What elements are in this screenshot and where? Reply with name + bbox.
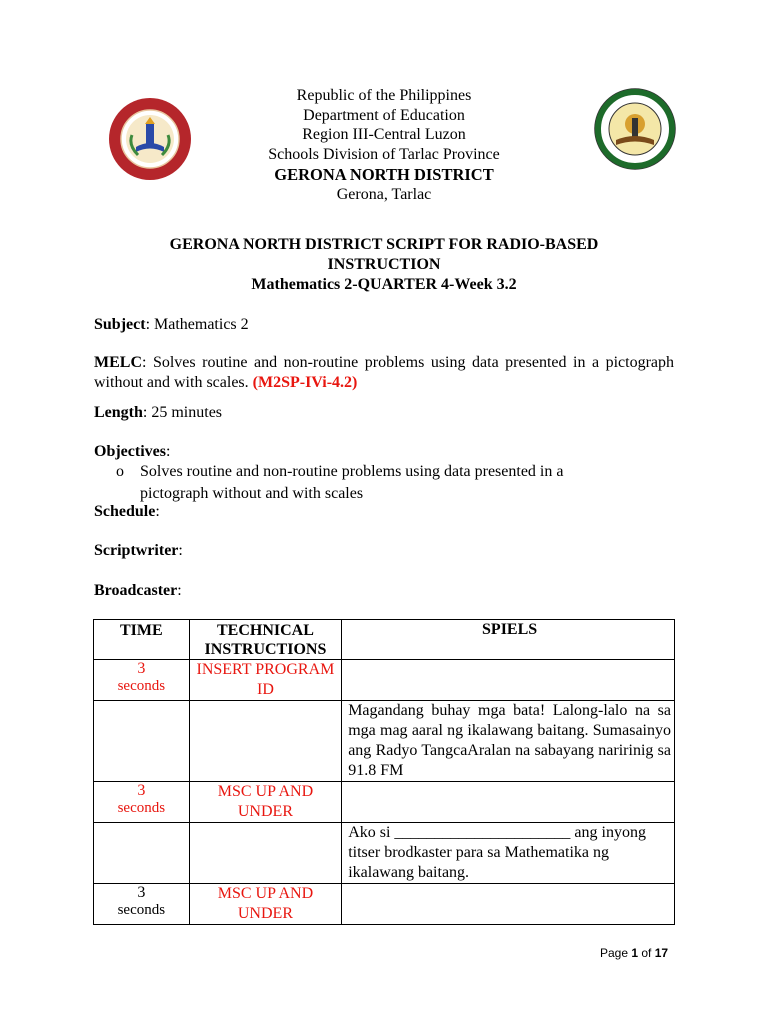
- title-line: GERONA NORTH DISTRICT SCRIPT FOR RADIO-BASED: [169, 236, 599, 253]
- time-cell: [94, 701, 190, 782]
- script-table: [93, 619, 675, 925]
- document-title: [0, 235, 768, 295]
- header-time: TIME: [94, 620, 190, 660]
- spiel-cell: Magandang buhay mga bata! Lalong-lalo na sa mga mag aaral ng ikalawang baitang. Sumasainyo ang Radyo TangcaAralan na sabayang naririnig sa 91.8 FM: [342, 701, 675, 782]
- technical-cell: MSC UP AND UNDER: [189, 782, 342, 823]
- objective-bullet-icon: o: [116, 463, 124, 480]
- technical-cell: [189, 701, 342, 782]
- header-spiels: SPIELS: [342, 620, 675, 660]
- broadcaster-line: Broadcaster:: [94, 582, 182, 599]
- scriptwriter-line: Scriptwriter:: [94, 542, 183, 559]
- schedule-line: Schedule:: [94, 503, 160, 520]
- time-cell: 3 seconds: [94, 884, 190, 925]
- spiel-cell: Ako si ______________________ ang inyong titser brodkaster para sa Mathematika ng ikalawang baitang.: [342, 823, 675, 884]
- spiel-cell: [342, 884, 675, 925]
- table-row: [94, 660, 675, 701]
- subject-line: Subject: Mathematics 2: [94, 316, 249, 333]
- technical-cell: MSC UP AND UNDER: [189, 884, 342, 925]
- letterhead-line: Schools Division of Tarlac Province: [268, 146, 500, 164]
- letterhead-line: Republic of the Philippines: [296, 87, 472, 104]
- time-cell: 3 seconds: [94, 782, 190, 823]
- table-row: [94, 823, 675, 884]
- objectives-heading: Objectives:: [94, 443, 171, 460]
- title-subline: Mathematics 2-QUARTER 4-Week 3.2: [251, 276, 517, 293]
- letterhead-line: Region III-Central Luzon: [302, 126, 466, 144]
- objective-text: Solves routine and non-routine problems using data presented in a pictograph without and with scales: [140, 463, 564, 502]
- page-number: Page 1 of 17: [600, 946, 669, 960]
- table-header-row: [94, 620, 675, 660]
- spiel-cell: [342, 782, 675, 823]
- header-technical-instructions: TECHNICAL INSTRUCTIONS: [189, 620, 342, 660]
- table-row: [94, 884, 675, 925]
- letterhead: [0, 86, 768, 204]
- technical-cell: [189, 823, 342, 884]
- length-line: Length: 25 minutes: [94, 404, 223, 421]
- melc-code: (M2SP-IVi-4.2): [252, 374, 358, 391]
- technical-cell: INSERT PROGRAM ID: [189, 660, 342, 701]
- title-line: INSTRUCTION: [327, 256, 441, 273]
- table-row: [94, 782, 675, 823]
- table-row: [94, 701, 675, 782]
- letterhead-line: Department of Education: [303, 106, 465, 124]
- spiel-cell: [342, 660, 675, 701]
- district-location: Gerona, Tarlac: [336, 185, 432, 203]
- time-cell: 3 seconds: [94, 660, 190, 701]
- time-cell: [94, 823, 190, 884]
- melc-paragraph: MELC: Solves routine and non-routine problems using data presented in a pictograph without and with scales. (M2SP-IVi-4.2): [94, 354, 674, 391]
- district-name: GERONA NORTH DISTRICT: [274, 164, 494, 184]
